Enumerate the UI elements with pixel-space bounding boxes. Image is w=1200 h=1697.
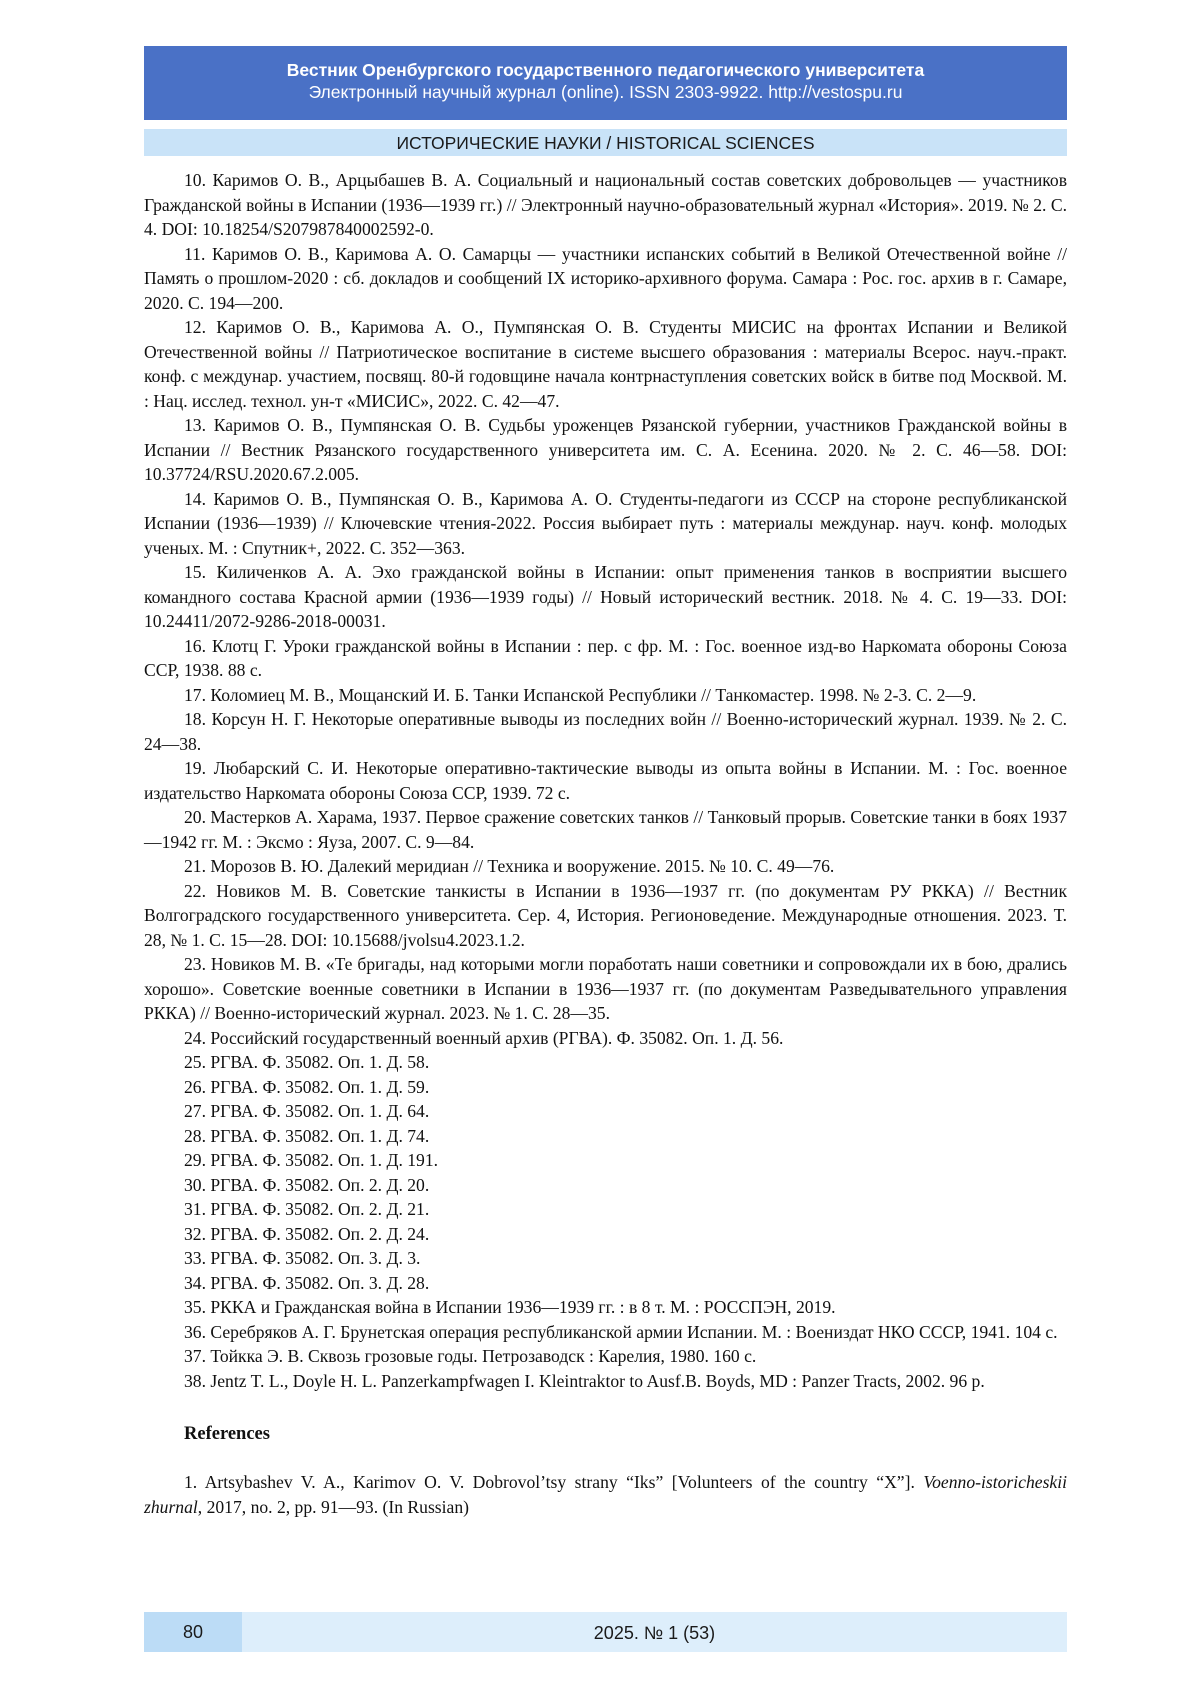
- reference-item: 24. Российский государственный военный архив (РГВА). Ф. 35082. Оп. 1. Д. 56.: [184, 1027, 784, 1048]
- reference-item: 32. РГВА. Ф. 35082. Оп. 2. Д. 24.: [184, 1223, 430, 1244]
- reference-item: 17. Коломиец М. В., Мощанский И. Б. Танки Испанской Республики // Танкомастер. 1998. № 2-3. С. 2—9.: [184, 684, 977, 705]
- reference-item: 11. Каримов О. В., Каримова А. О. Самарцы — участники испанских событий в Великой Отечественной войне // Память о прошлом-2020 : сб. докладов и сообщений IX историко-архивного форума. Самара : Рос. гос. архив в г. Самаре, 2020. С. 194—200.: [144, 243, 1067, 313]
- reference-item: 21. Морозов В. Ю. Далекий меридиан // Техника и вооружение. 2015. № 10. С. 49—76.: [184, 856, 835, 876]
- reference-item: 35. РККА и Гражданская война в Испании 1936—1939 гг. : в 8 т. М. : РОССПЭН, 2019.: [184, 1297, 836, 1317]
- reference-item: 20. Мастерков А. Харама, 1937. Первое сражение советских танков // Танковый прорыв. Советские танки в боях 1937—1942 гг. М. : Эксмо : Яуза, 2007. С. 9—84.: [144, 807, 1067, 852]
- reference-item: 13. Каримов О. В., Пумпянская О. В. Судьбы уроженцев Рязанской губернии, участников Гражданской войны в Испании // Вестник Рязанского государственного университета им. С. А. Есенина. 2020. № 2. С. 46—58. DOI: 10.37724/RSU.2020.67.2.005.: [144, 415, 1067, 484]
- journal-header: [144, 46, 1067, 120]
- reference-item: 33. РГВА. Ф. 35082. Оп. 3. Д. 3.: [184, 1248, 421, 1268]
- reference-text: , 2017, no. 2, pp. 91—93. (In Russian): [197, 1496, 470, 1517]
- references-heading: References: [184, 1424, 270, 1444]
- reference-item: 34. РГВА. Ф. 35082. Оп. 3. Д. 28.: [184, 1272, 430, 1293]
- page-footer: [144, 1612, 1067, 1652]
- english-reference-item: [144, 1470, 1067, 1519]
- reference-item: 30. РГВА. Ф. 35082. Оп. 2. Д. 20.: [184, 1174, 430, 1195]
- reference-item: 15. Киличенков А. А. Эхо гражданской войны в Испании: опыт применения танков в восприятии высшего командного состава Красной армии (1936—1939 годы) // Новый исторический вестник. 2018. № 4. С. 19—33. DOI: 10.24411/2072-9286-2018-00031.: [144, 562, 1067, 631]
- reference-list: [144, 168, 1067, 1519]
- reference-item: 23. Новиков М. В. «Те бригады, над которыми могли поработать наши советники и сопровождали их в бою, дрались хорошо». Советские военные советники в Испании в 1936—1937 гг. (по документам Разведывательного управления РККА) // Военно-исторический журнал. 2023. № 1. С. 28—35.: [144, 954, 1067, 1023]
- page-number: 80: [144, 1612, 242, 1652]
- reference-item: 10. Каримов О. В., Арцыбашев В. А. Социальный и национальный состав советских добровольцев — участников Гражданской войны в Испании (1936—1939 гг.) // Электронный научно-образовательный журнал «История». 2019. № 2. С. 4. DOI: 10.18254/S207987840002592-0.: [144, 170, 1067, 239]
- reference-item: 26. РГВА. Ф. 35082. Оп. 1. Д. 59.: [184, 1076, 430, 1097]
- reference-item: 29. РГВА. Ф. 35082. Оп. 1. Д. 191.: [184, 1150, 439, 1170]
- journal-subtitle: Электронный научный журнал (online). ISSN 2303-9922. http://vestospu.ru: [308, 82, 903, 102]
- section-title: ИСТОРИЧЕСКИЕ НАУКИ / HISTORICAL SCIENCES: [144, 129, 1067, 156]
- reference-item: 25. РГВА. Ф. 35082. Оп. 1. Д. 58.: [184, 1052, 430, 1072]
- reference-item: 37. Тойкка Э. В. Сквозь грозовые годы. Петрозаводск : Карелия, 1980. 160 с.: [184, 1346, 757, 1366]
- reference-item: 38. Jentz T. L., Doyle H. L. Panzerkampfwagen I. Kleintraktor to Ausf.B. Boyds, MD : Panzer Tracts, 2002. 96 р.: [184, 1370, 985, 1391]
- reference-item: 36. Серебряков А. Г. Брунетская операция республиканской армии Испании. М. : Воениздат НКО СССР, 1941. 104 с.: [184, 1321, 1058, 1342]
- reference-item: 22. Новиков М. В. Советские танкисты в Испании в 1936—1937 гг. (по документам РУ РККА) // Вестник Волгоградского государственного университета. Сер. 4, История. Регионоведение. Международные отношения. 2023. Т. 28, № 1. С. 15—28. DOI: 10.15688/jvolsu4.2023.1.2.: [144, 880, 1067, 950]
- journal-name: Voenno-istoricheskii zhurnal: [144, 1472, 1067, 1517]
- reference-item: 19. Любарский С. И. Некоторые оперативно-тактические выводы из опыта войны в Испании. М. : Гос. военное издательство Наркомата обороны Союза ССР, 1939. 72 с.: [144, 758, 1067, 803]
- reference-item: 28. РГВА. Ф. 35082. Оп. 1. Д. 74.: [184, 1125, 430, 1146]
- reference-item: 31. РГВА. Ф. 35082. Оп. 2. Д. 21.: [184, 1199, 430, 1219]
- reference-item: 12. Каримов О. В., Каримова А. О., Пумпянская О. В. Студенты МИСИС на фронтах Испании и Великой Отечественной войны // Патриотическое воспитание в системе высшего образования : материалы Всерос. науч.-практ. конф. с междунар. участием, посвящ. 80-й годовщине начала контрнаступления советских войск в битве под Москвой. М. : Нац. исслед. технол. ун-т «МИСИС», 2022. С. 42—47.: [144, 317, 1067, 411]
- issue-label: 2025. № 1 (53): [593, 1623, 716, 1643]
- reference-text: 1. Artsybashev V. A., Karimov O. V. Dobrovol’tsy strany “Iks” [Volunteers of the country “X”].: [184, 1472, 924, 1492]
- journal-title: Вестник Оренбургского государственного педагогического университета: [286, 60, 925, 80]
- reference-item: 14. Каримов О. В., Пумпянская О. В., Каримова А. О. Студенты-педагоги из СССР на стороне республиканской Испании (1936—1939) // Ключевские чтения-2022. Россия выбирает путь : материалы междунар. науч. конф. молодых ученых. М. : Спутник+, 2022. С. 352—363.: [144, 488, 1067, 558]
- reference-item: 18. Корсун Н. Г. Некоторые оперативные выводы из последних войн // Военно-исторический журнал. 1939. № 2. С. 24—38.: [144, 709, 1067, 754]
- reference-item: 27. РГВА. Ф. 35082. Оп. 1. Д. 64.: [184, 1101, 430, 1121]
- reference-item: 16. Клотц Г. Уроки гражданской войны в Испании : пер. с фр. М. : Гос. военное изд-во Наркомата обороны Союза ССР, 1938. 88 с.: [144, 635, 1067, 680]
